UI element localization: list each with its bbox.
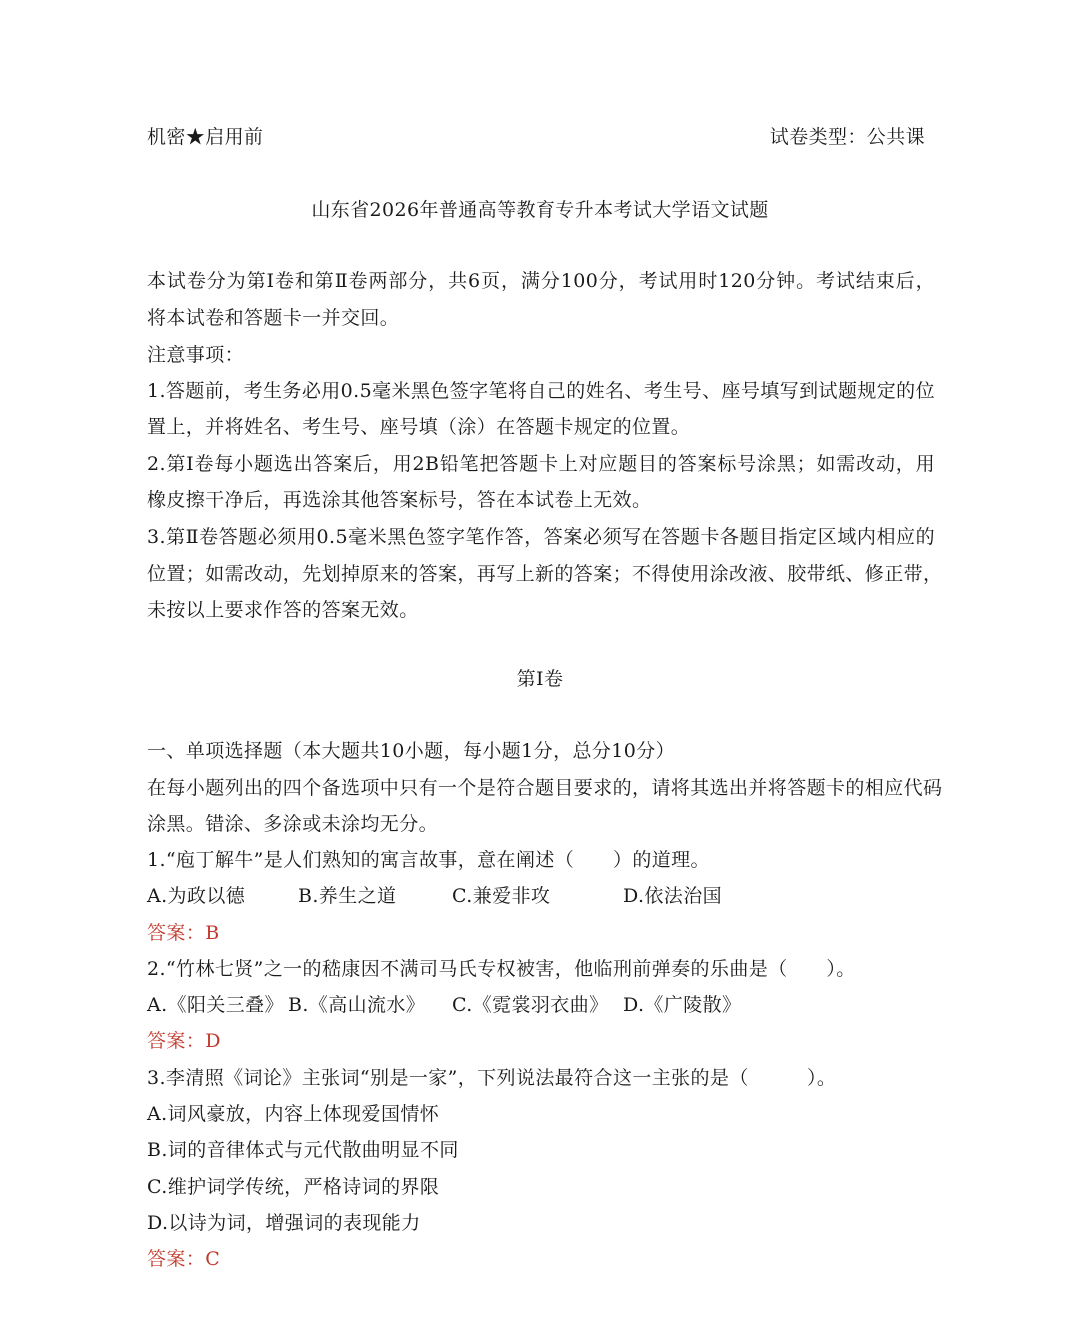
note-2-line-1: 2.第Ⅰ卷每小题选出答案后，用2B铅笔把答题卡上对应题目的答案标号涂黑；如需改动，用 [147, 453, 935, 475]
question-3-option-a: A.词风豪放，内容上体现爱国情怀 [147, 1103, 440, 1125]
question-3-answer: 答案：C [147, 1248, 221, 1270]
part1-instruction-line-2: 涂黑。错涂、多涂或未涂均无分。 [147, 813, 439, 835]
confidential-label: 机密★启用前 [147, 126, 264, 148]
paper-type-label: 试卷类型：公共课 [769, 126, 925, 148]
question-3-option-b: B.词的音律体式与元代散曲明显不同 [147, 1139, 459, 1161]
part1-heading: 一、单项选择题（本大题共10小题，每小题1分，总分10分） [147, 740, 676, 762]
section-title: 第Ⅰ卷 [516, 668, 564, 690]
part1-instruction-line-1: 在每小题列出的四个备选项中只有一个是符合题目要求的，请将其选出并将答题卡的相应代码 [147, 777, 943, 799]
question-1-option-d: D.依法治国 [623, 885, 722, 907]
question-1-option-b: B.养生之道 [298, 885, 397, 907]
exam-title: 山东省2026年普通高等教育专升本考试大学语文试题 [311, 199, 769, 221]
question-2-option-a: A.《阳关三叠》 [147, 994, 284, 1016]
question-1-stem: 1.“庖丁解牛”是人们熟知的寓言故事，意在阐述（ ）的道理。 [147, 849, 710, 871]
note-3-line-2: 位置；如需改动，先划掉原来的答案，再写上新的答案；不得使用涂改液、胶带纸、修正带， [147, 563, 943, 585]
question-3-stem: 3.李清照《词论》主张词“别是一家”，下列说法最符合这一主张的是（ ）。 [147, 1067, 837, 1089]
question-1-options [0, 883, 1080, 909]
question-2-stem: 2.“竹林七贤”之一的嵇康因不满司马氏专权被害，他临刑前弹奏的乐曲是（ ）。 [147, 958, 856, 980]
note-1-line-2: 置上，并将姓名、考生号、座号填（涂）在答题卡规定的位置。 [147, 416, 691, 438]
notes-heading: 注意事项： [147, 344, 245, 366]
question-3-option-c: C.维护词学传统，严格诗词的界限 [147, 1176, 440, 1198]
question-1-option-a: A.为政以德 [147, 885, 246, 907]
intro-line-1: 本试卷分为第Ⅰ卷和第Ⅱ卷两部分，共6页，满分100分，考试用时120分钟。考试结束后， [147, 270, 935, 292]
question-2-option-c: C.《霓裳羽衣曲》 [452, 994, 609, 1016]
question-2-answer: 答案：D [147, 1030, 221, 1052]
question-2-option-d: D.《广陵散》 [623, 994, 742, 1016]
question-3-option-d: D.以诗为词，增强词的表现能力 [147, 1212, 421, 1234]
note-2-line-2: 橡皮擦干净后，再选涂其他答案标号，答在本试卷上无效。 [147, 489, 652, 511]
question-1-option-c: C.兼爱非攻 [452, 885, 551, 907]
question-1-answer: 答案：B [147, 922, 220, 944]
note-3-line-1: 3.第Ⅱ卷答题必须用0.5毫米黑色签字笔作答，答案必须写在答题卡各题目指定区域内相应的 [147, 526, 935, 548]
question-2-options [0, 992, 1080, 1018]
note-3-line-3: 未按以上要求作答的答案无效。 [147, 599, 419, 621]
intro-line-2: 将本试卷和答题卡一并交回。 [147, 307, 400, 329]
note-1-line-1: 1.答题前，考生务必用0.5毫米黑色签字笔将自己的姓名、考生号、座号填写到试题规定的位 [147, 380, 935, 402]
question-2-option-b: B.《高山流水》 [288, 994, 426, 1016]
